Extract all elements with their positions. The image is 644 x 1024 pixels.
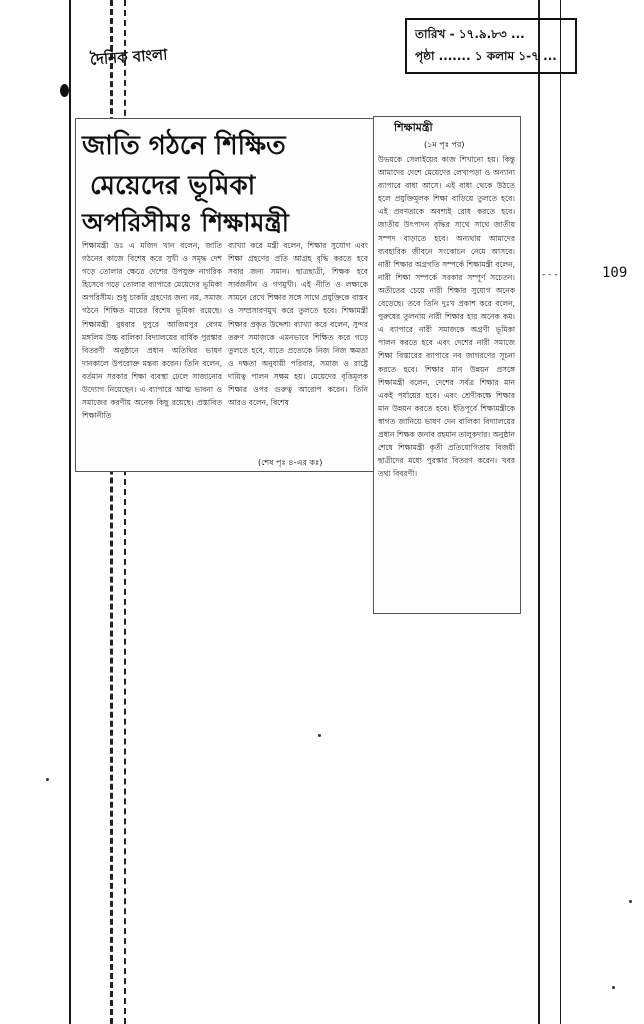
- continuation-body: [378, 153, 515, 609]
- scan-speck: [612, 986, 615, 989]
- scan-speck: [629, 900, 632, 903]
- stamp-page-label: পৃষ্ঠা: [415, 49, 435, 63]
- right-vertical-rule: [538, 0, 540, 1024]
- article-clipping: [75, 118, 375, 472]
- stamp-column-label: কলাম: [486, 49, 515, 63]
- continuation-clipping: [373, 116, 521, 614]
- headline-line-1: জাতি গঠনে শিক্ষিত: [82, 131, 286, 161]
- margin-page-number: 109: [602, 265, 628, 281]
- stamp-page-value: ১: [474, 49, 483, 63]
- article-column-1: [82, 239, 222, 455]
- punch-hole-mark: [60, 84, 69, 97]
- continuation-note: (শেষ পৃঃ ৪-এর কঃ): [258, 458, 323, 467]
- scan-speck: [318, 734, 321, 737]
- continuation-header: শিক্ষামন্ত্রী: [394, 121, 433, 134]
- continuation-body-text: উভয়কে সেলাইয়ের কাজ শিখানো হয়। কিন্তু আমাদের দেশে মেয়েদের লেখাপড়া ও অন্যান্য ব্যাপারে বাধা আসে। এই বাধা থেকে উঠতে হলে প্রযুক্তিমূলক শিক্ষা বাড়িয়ে তুলতে হবে। এই প্রবণতাকে অবশ্যই রোধ করতে হবে। জাতীয় উৎপাদন বৃদ্ধির সাথে সাথে জাতীয় সম্পদ বাড়াতে হবে। অন্যথায় আমাদের ব্যবহারিক জীবনে সংকোচন নেমে আসবে। নারী শিক্ষার অগ্রগতি সম্পর্কে শিক্ষামন্ত্রী বলেন, নারী শিক্ষা সম্পর্কে সরকার সম্পূর্ণ সচেতন। অতীতের চেয়ে নারী শিক্ষার সুযোগ অনেক বেড়েছে। তবে তিনি দুঃখ প্রকাশ করে বলেন, পুরুষের তুলনায় নারী শিক্ষার হার অনেক কম। এ ব্যাপারে নারী সমাজকে অগ্রণী ভূমিকা পালন করতে হবে এবং দেশের নারী সমাজে শিক্ষা বিস্তারের ব্যাপারে নব জাগরণের সূচনা করতে হবে। শিক্ষার মান উন্নয়ন প্রসঙ্গে শিক্ষামন্ত্রী বলেন, দেশের সর্বত্র শিক্ষার মান একই পর্যায়ের হবে। এবং শ্রেণীকক্ষে শিক্ষার মান উন্নয়ন করতে হবে। ইতিপূর্বে শিক্ষামন্ত্রীকে স্বাগত জানিয়ে ভাষণ দেন বালিকা বিদ্যালয়ের প্রধান শিক্ষক জনাব রহমান তালুকদার। অনুষ্ঠান শেষে শিক্ষামন্ত্রী কৃতী প্রতিযোগিতায় বিজয়ী ছাত্রীদের মধ্যে পুরস্কার বিতরণ করেন। খবর তথ্য বিবরণী।: [378, 155, 515, 479]
- stamp-date-label: তারিখ: [415, 27, 446, 41]
- headline-line-2: মেয়েদের ভূমিকা: [90, 171, 256, 201]
- publication-name: দৈনিক বাংলা: [89, 45, 169, 69]
- from-page-note: (১ম পৃঃ পর): [424, 140, 465, 149]
- left-vertical-rule: [69, 0, 71, 1024]
- margin-dash-mark: - - -: [542, 270, 558, 280]
- headline-line-3: অপরিসীমঃ শিক্ষামন্ত্রী: [82, 208, 289, 237]
- stamp-date-value: ১৭.৯.৮৩: [458, 27, 507, 41]
- article-column-1-text: শিক্ষামন্ত্রী ডঃ এ মজিদ খান বলেন, জাতি গঠনের কাজে বিশেষ করে সুখী ও সমৃদ্ধ দেশ গড়ে তোলার ক্ষেত্রে দেশের উপযুক্ত নাগরিক হিসেবে গড়ে তোলার ব্যাপারে মেয়েদের ভূমিকা অপরিসীম। শুধু চাকরি গ্রহণের জন্য নয়, সমাজ গঠনে শিক্ষিত মায়ের বিশেষ ভূমিকা রয়েছে। শিক্ষামন্ত্রী বুধবার দুপুরে আজিমপুর বেগম মঙ্গলিম উচ্চ বালিকা বিদ্যালয়ের বার্ষিক পুরস্কার বিতরণী অনুষ্ঠানে প্রধান অতিথির ভাষণ দানকালে উপরোক্ত মন্তব্য করেন। তিনি বলেন, বর্তমান সরকার শিক্ষা ব্যবস্থা ঢেলে সাজানোর উদ্যোগ নিয়েছেন। এ ব্যাপারে আত্ম ভাবনা ও সমাজের করণীয় অনেক কিছু রয়েছে। প্রস্তাবিত শিক্ষানীতি: [82, 241, 222, 421]
- article-column-2-text: ব্যাখ্যা করে মন্ত্রী বলেন, শিক্ষার সুযোগ এবং শিক্ষা গ্রহণের প্রতি আগ্রহ বৃদ্ধি করতে হবে সবার জন্য সমান। ছাত্রছাত্রী, শিক্ষক হবে সার্বজনীন ও গণমুখী। এই নীতি ও লক্ষ্যকে সামনে রেখে শিক্ষার সঙ্গে সাথে প্রযুক্তিকে বাস্তব ও সম্প্রসারণমুখ করে তুলতে হবে। শিক্ষামন্ত্রী শিক্ষার প্রকৃত উদ্দেশ্য ব্যাখ্যা করে বলেন, সুন্দর তরুণ সমাজকে এমনভাবে শিক্ষিত করে গড়ে তুলতে হবে, যাতে প্রত্যেকে নিজ নিজ ক্ষমতা ও দক্ষতা অনুযায়ী পরিবার, সমাজ ও রাষ্ট্রে দায়িত্ব পালন সক্ষম হয়। মেয়েদের বৃত্তিমূলক শিক্ষার ওপর গুরুত্ব আরোপ করেন। তিনি আরও বলেন, বিশেষ: [228, 241, 368, 408]
- stamp-column-value: ১-৭: [518, 49, 539, 63]
- article-column-2: [228, 239, 368, 455]
- outer-right-rule: [560, 0, 561, 1024]
- scan-speck: [46, 778, 49, 781]
- archive-stamp: তারিখ - ১৭.৯.৮৩ ... পৃষ্ঠা ....... ১ কলাম ১-৭ ...: [405, 18, 577, 74]
